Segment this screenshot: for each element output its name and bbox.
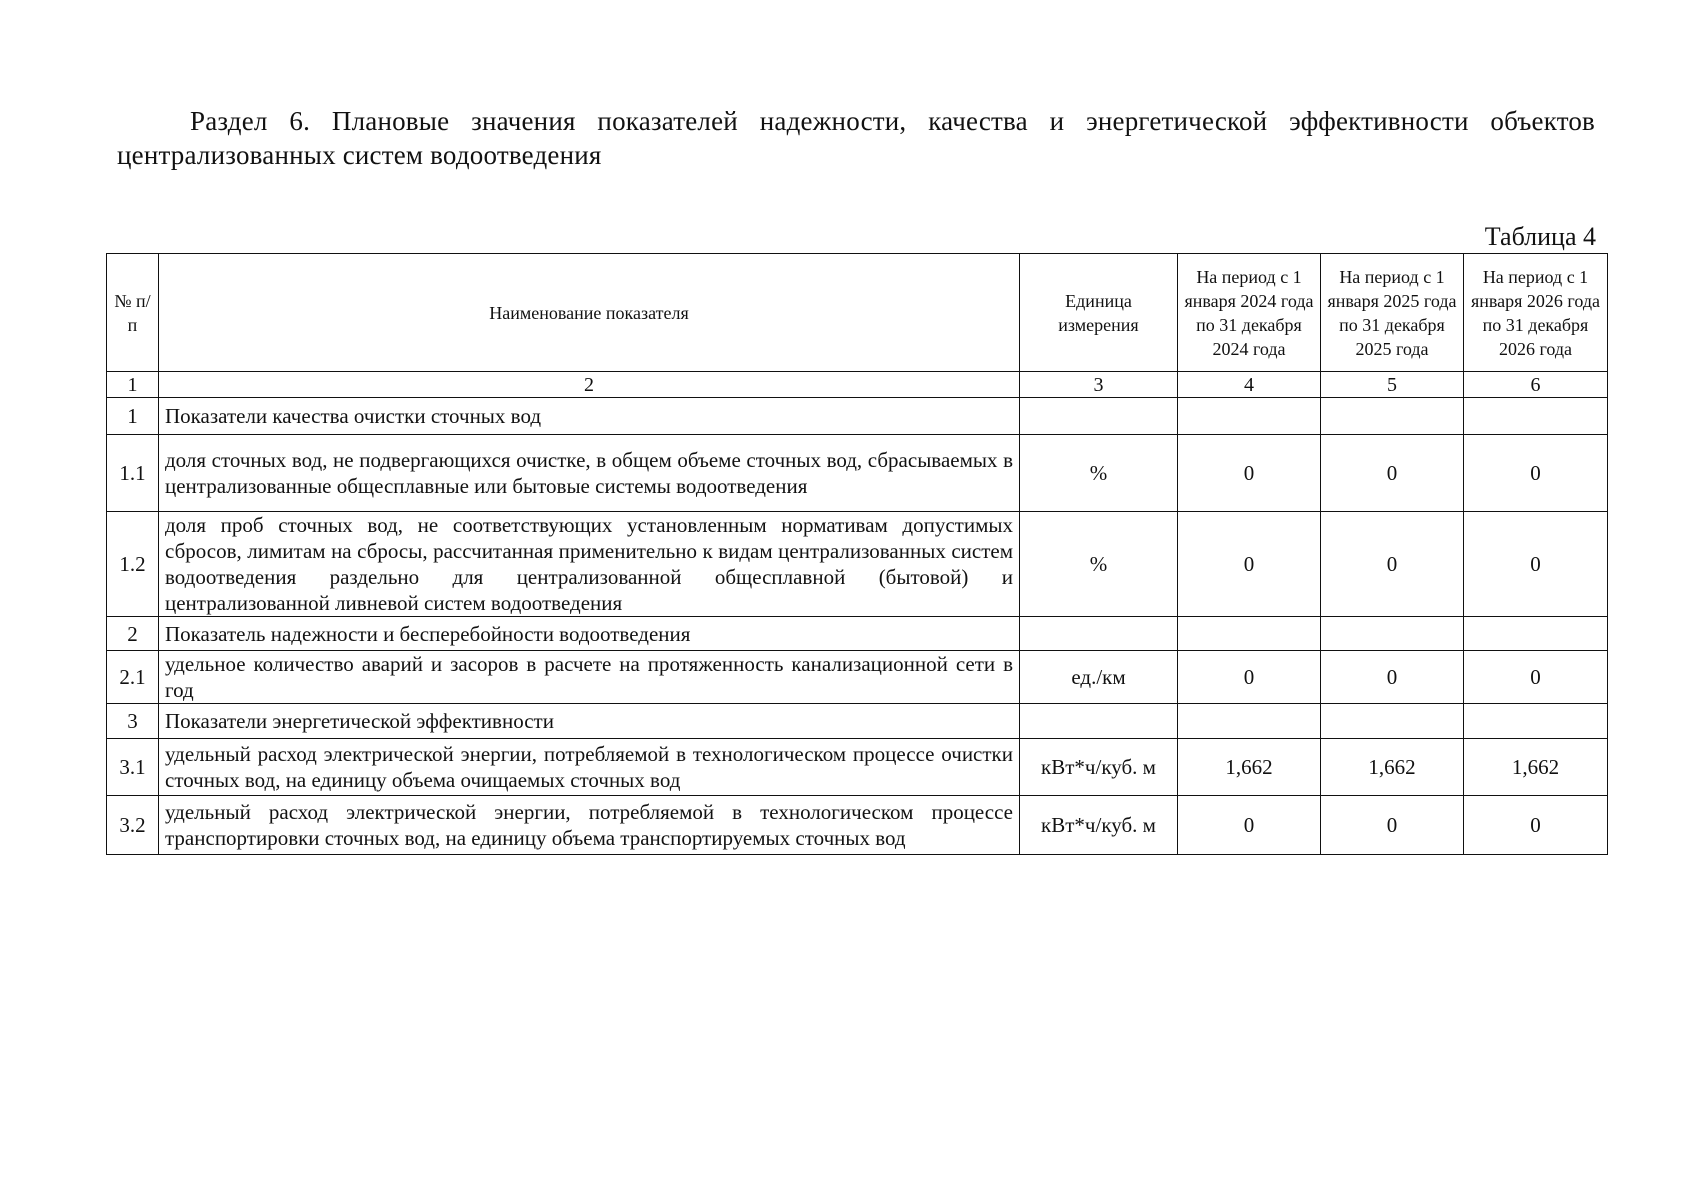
row-number: 3.2 [107,796,159,855]
column-index: 2 [159,372,1020,398]
value-2024: 0 [1178,435,1321,512]
table-row [107,398,1608,435]
value-2026: 1,662 [1464,739,1608,796]
value-2026 [1464,617,1608,651]
column-index-row [107,372,1608,398]
section-title: Раздел 6. Плановые значения показателей надежности, качества и энергетической эффективности объектов централизованных систем водоотведения [117,106,1595,170]
value-2026: 0 [1464,512,1608,617]
indicator-name: Показатели энергетической эффективности [159,704,1020,739]
indicator-unit [1020,704,1178,739]
value-2026 [1464,398,1608,435]
column-index: 6 [1464,372,1608,398]
table-row [107,512,1608,617]
column-index: 5 [1321,372,1464,398]
value-2024: 1,662 [1178,739,1321,796]
table-row [107,651,1608,704]
column-index: 3 [1020,372,1178,398]
row-number: 1.1 [107,435,159,512]
header-unit: Единица измерения [1020,254,1178,372]
table-row [107,796,1608,855]
value-2025: 0 [1321,435,1464,512]
value-2024 [1178,617,1321,651]
indicator-name: удельный расход электрической энергии, потребляемой в технологическом процессе очистки сточных вод, на единицу объема очищаемых сточных вод [159,739,1020,796]
indicator-unit: % [1020,512,1178,617]
value-2025: 0 [1321,796,1464,855]
row-number: 1 [107,398,159,435]
header-period-2026: На период с 1 января 2026 года по 31 декабря 2026 года [1464,254,1608,372]
value-2025 [1321,617,1464,651]
header-name: Наименование показателя [159,254,1020,372]
header-period-2024: На период с 1 января 2024 года по 31 декабря 2024 года [1178,254,1321,372]
table-header-row [107,254,1608,372]
value-2026: 0 [1464,796,1608,855]
indicator-name: удельное количество аварий и засоров в расчете на протяженность канализационной сети в год [159,651,1020,704]
value-2025 [1321,398,1464,435]
row-number: 3 [107,704,159,739]
value-2024 [1178,704,1321,739]
indicator-unit: кВт*ч/куб. м [1020,796,1178,855]
value-2024: 0 [1178,512,1321,617]
column-index: 4 [1178,372,1321,398]
indicator-name: доля сточных вод, не подвергающихся очистке, в общем объеме сточных вод, сбрасываемых в централизованные общесплавные или бытовые системы водоотведения [159,435,1020,512]
row-number: 2.1 [107,651,159,704]
indicator-name: доля проб сточных вод, не соответствующих установленным нормативам допустимых сбросов, лимитам на сбросы, рассчитанная применительно к видам централизованных систем водоотведения раздельно для централизованной общесплавной (бытовой) и централизованной ливневой систем водоотведения [159,512,1020,617]
value-2025: 1,662 [1321,739,1464,796]
value-2026: 0 [1464,651,1608,704]
value-2026: 0 [1464,435,1608,512]
value-2025 [1321,704,1464,739]
table-row [107,739,1608,796]
value-2024: 0 [1178,796,1321,855]
indicator-name: удельный расход электрической энергии, потребляемой в технологическом процессе транспортировки сточных вод, на единицу объема транспортируемых сточных вод [159,796,1020,855]
header-period-2025: На период с 1 января 2025 года по 31 декабря 2025 года [1321,254,1464,372]
indicator-name: Показатели качества очистки сточных вод [159,398,1020,435]
indicator-unit [1020,617,1178,651]
value-2024 [1178,398,1321,435]
header-num: № п/п [107,254,159,372]
table-label: Таблица 4 [1484,222,1596,251]
indicator-name: Показатель надежности и бесперебойности водоотведения [159,617,1020,651]
indicator-unit: ед./км [1020,651,1178,704]
indicator-unit: кВт*ч/куб. м [1020,739,1178,796]
table-row [107,704,1608,739]
value-2026 [1464,704,1608,739]
column-index: 1 [107,372,159,398]
table-row [107,617,1608,651]
row-number: 1.2 [107,512,159,617]
value-2025: 0 [1321,512,1464,617]
indicators-table [106,253,1608,855]
indicator-unit: % [1020,435,1178,512]
row-number: 3.1 [107,739,159,796]
row-number: 2 [107,617,159,651]
value-2024: 0 [1178,651,1321,704]
table-row [107,435,1608,512]
indicator-unit [1020,398,1178,435]
value-2025: 0 [1321,651,1464,704]
